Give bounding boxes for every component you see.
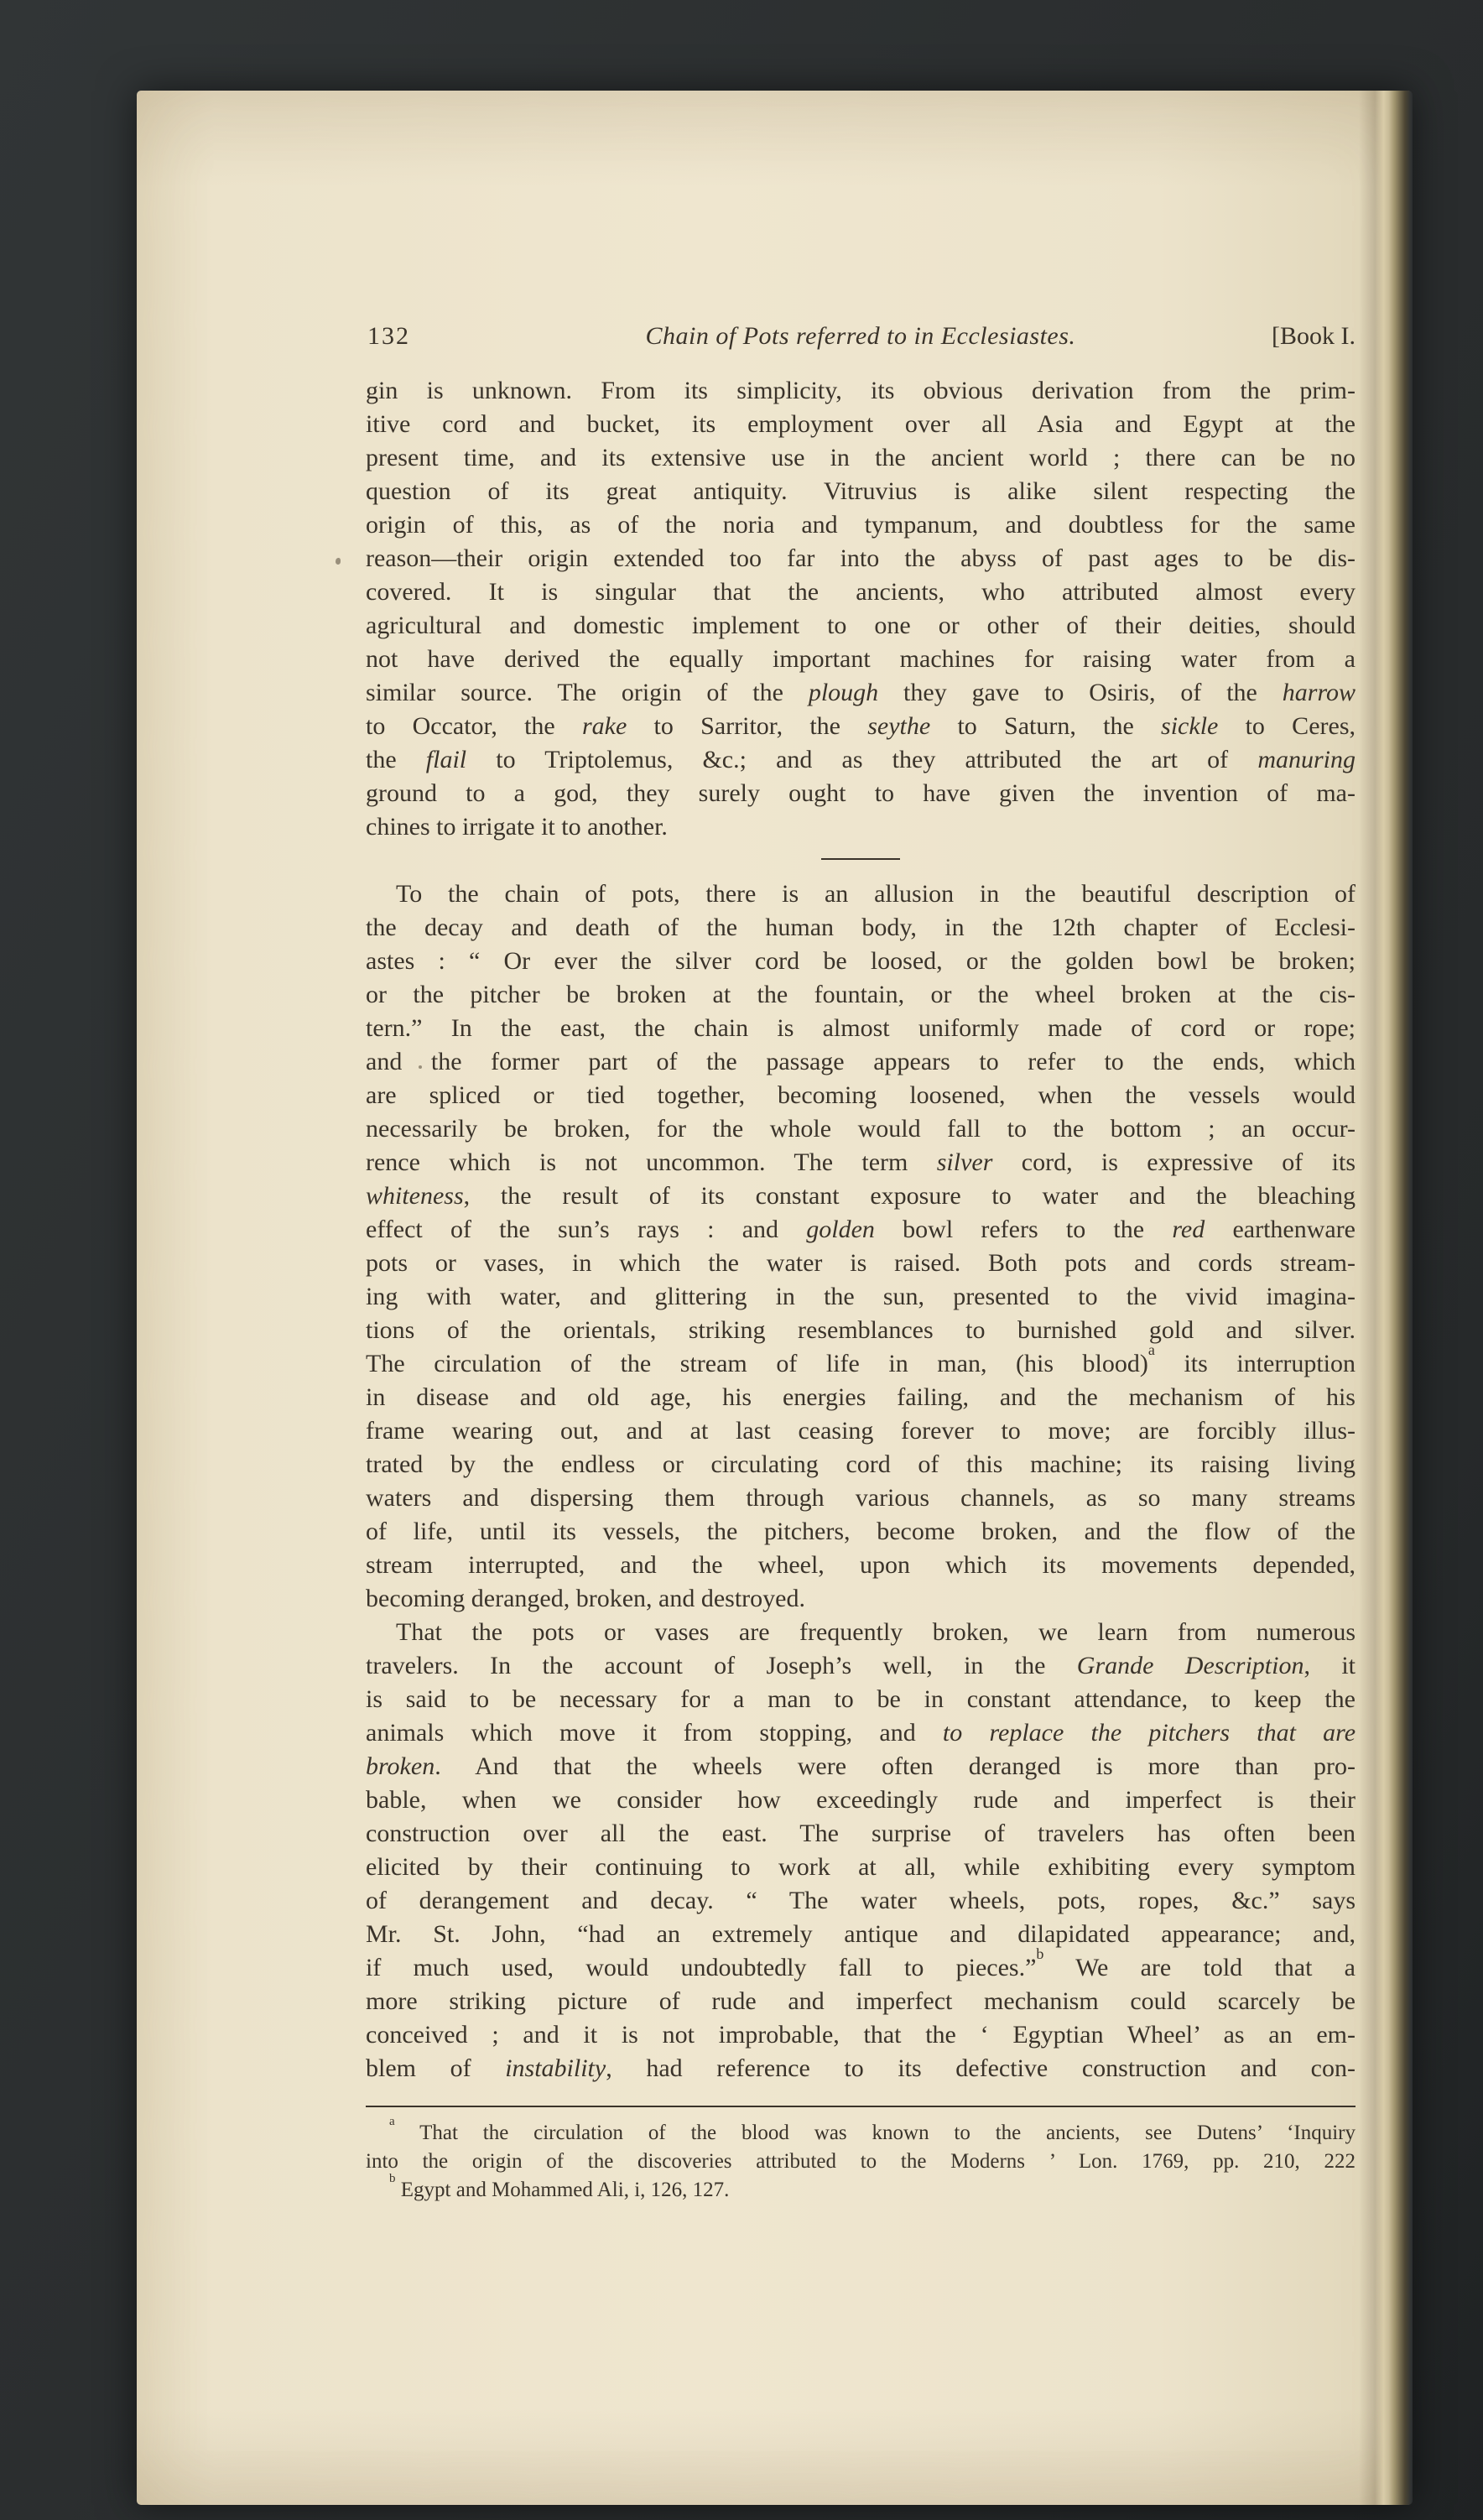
text-line: bable, when we consider how exceedingly rude and imperfect is their [366,1786,1356,1814]
text-line: construction over all the east. The surprise of travelers has often been [366,1820,1356,1847]
text-line: astes : “ Or ever the silver cord be loosed, or the golden bowl be broken; [366,947,1356,975]
scan-speck [336,558,341,565]
footnote-divider [366,2106,1356,2107]
text-line: To the chain of pots, there is an allusion in the beautiful description of [396,880,1356,908]
text-line: waters and dispersing them through various channels, as so many streams [366,1484,1356,1512]
body-text [366,374,1356,2085]
text-line: is said to be necessary for a man to be in constant attendance, to keep the [366,1685,1356,1713]
text-line: trated by the endless or circulating cord of this machine; its raising living [366,1450,1356,1478]
text-line: stream interrupted, and the wheel, upon which its movements depended, [366,1551,1356,1579]
text-line: That the pots or vases are frequently broken, we learn from numerous [396,1618,1356,1646]
book-page [137,91,1412,2505]
text-line: covered. It is singular that the ancients, who attributed almost every [366,578,1356,606]
text-line: origin of this, as of the noria and tympanum, and doubtless for the same [366,511,1356,539]
text-line: present time, and its extensive use in the ancient world ; there can be no [366,444,1356,471]
page-content [366,315,1356,2205]
text-line: conceived ; and it is not improbable, that the ‘ Egyptian Wheel’ as an em- [366,2021,1356,2049]
text-line: in disease and old age, his energies failing, and the mechanism of his [366,1383,1356,1411]
text-line: blem of instability, had reference to its defective construction and con- [366,2054,1356,2082]
text-line: of derangement and decay. “ The water wheels, pots, ropes, &c.” says [366,1887,1356,1914]
page-edge-stack [1359,91,1413,2505]
text-line: travelers. In the account of Joseph’s well, in the Grande Description, it [366,1652,1356,1679]
text-line: if much used, would undoubtedly fall to pieces.”$^b$ We are told that a [366,1945,1356,1981]
text-line: are spliced or tied together, becoming loosened, when the vessels would [366,1081,1356,1109]
footnotes [366,2115,1356,2205]
text-line: ing with water, and glittering in the sun, presented to the vivid imagina- [366,1283,1356,1310]
text-line: becoming deranged, broken, and destroyed. [366,1585,805,1612]
text-line: ground to a god, they surely ought to have given the invention of ma- [366,779,1356,807]
book-volume-label: [Book I. [1272,322,1356,350]
text-line: Mr. St. John, “had an extremely antique and dilapidated appearance; and, [366,1920,1356,1948]
text-line: $^b$ Egypt and Mohammed Ali, i, 126, 127. [389,2172,730,2201]
text-line: not have derived the equally important machines for raising water from a [366,645,1356,673]
section-divider [821,858,900,860]
text-line: and the former part of the passage appears to refer to the ends, which [366,1048,1356,1075]
text-line: or the pitcher be broken at the fountain, or the wheel broken at the cis- [366,981,1356,1008]
paragraph-1 [366,374,1356,844]
text-line: chines to irrigate it to another. [366,813,668,841]
text-line: whiteness, the result of its constant exposure to water and the bleaching [366,1182,1356,1210]
text-line: of life, until its vessels, the pitchers, become broken, and the flow of the [366,1518,1356,1545]
text-line: reason—their origin extended too far into the abyss of past ages to be dis- [366,544,1356,572]
text-line: The circulation of the stream of life in man, (his blood)$^a$ its interruption [366,1341,1356,1377]
text-line: frame wearing out, and at last ceasing forever to move; are forcibly illus- [366,1417,1356,1445]
text-line: the decay and death of the human body, in the 12th chapter of Ecclesi- [366,914,1356,941]
text-line: rence which is not uncommon. The term silver cord, is expressive of its [366,1148,1356,1176]
paragraph-2 [366,877,1356,1616]
text-line: broken. And that the wheels were often deranged is more than pro- [366,1752,1356,1780]
text-line: into the origin of the discoveries attributed to the Moderns ’ Lon. 1769, pp. 210, 222 [366,2150,1356,2173]
text-line: agricultural and domestic implement to one or other of their deities, should [366,612,1356,639]
page-header [366,315,1356,351]
text-line: tions of the orientals, striking resemblances to burnished gold and silver. [366,1316,1356,1344]
running-title: Chain of Pots referred to in Ecclesiastes. [645,322,1076,350]
text-line: elicited by their continuing to work at all, while exhibiting every symptom [366,1853,1356,1881]
text-line: gin is unknown. From its simplicity, its obvious derivation from the prim- [366,377,1356,404]
text-line: the flail to Triptolemus, &c.; and as they attributed the art of manuring [366,746,1356,773]
text-line: tern.” In the east, the chain is almost uniformly made of cord or rope; [366,1014,1356,1042]
text-line: pots or vases, in which the water is raised. Both pots and cords stream- [366,1249,1356,1277]
text-line: itive cord and bucket, its employment over all Asia and Egypt at the [366,410,1356,438]
text-line: question of its great antiquity. Vitruvius is alike silent respecting the [366,477,1356,505]
text-line: more striking picture of rude and imperfect mechanism could scarcely be [366,1987,1356,2015]
text-line: $^a$ That the circulation of the blood was known to the ancients, see Dutens’ ‘Inquiry [389,2115,1356,2144]
text-line: to Occator, the rake to Sarritor, the seythe to Saturn, the sickle to Ceres, [366,712,1356,740]
text-line: effect of the sun’s rays : and golden bowl refers to the red earthenware [366,1216,1356,1243]
text-line: necessarily be broken, for the whole would fall to the bottom ; an occur- [366,1115,1356,1143]
page-number: 132 [367,322,410,350]
paragraph-3 [366,1616,1356,2085]
text-line: similar source. The origin of the plough they gave to Osiris, of the harrow [366,679,1356,706]
text-line: animals which move it from stopping, and to replace the pitchers that are [366,1719,1356,1747]
